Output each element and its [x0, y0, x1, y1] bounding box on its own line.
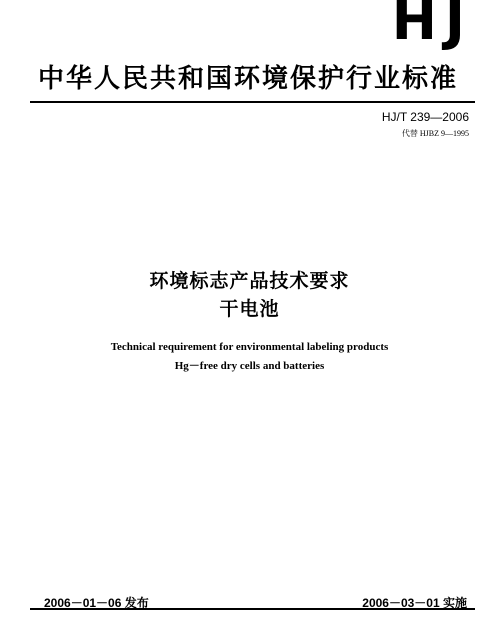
document-subtitle-en: Hg－free dry cells and batteries [174, 360, 325, 372]
document-title-en: Technical requirement for environmental labeling products [110, 341, 389, 353]
header-divider [30, 101, 475, 103]
footer-divider [30, 608, 475, 610]
replaces-note: 代替 HJBZ 9—1995 [401, 129, 469, 138]
issue-date: 2006－01－06 发布 [44, 596, 149, 610]
document-title-cn: 环境标志产品技术要求 [149, 270, 350, 292]
standard-logo: HJ [391, 0, 473, 52]
implement-date: 2006－03－01 实施 [362, 596, 467, 610]
document-subtitle-cn: 干电池 [219, 298, 280, 320]
standard-category-title: 中华人民共和国环境保护行业标准 [38, 64, 459, 94]
standard-number: HJ/T 239—2006 [381, 110, 469, 124]
